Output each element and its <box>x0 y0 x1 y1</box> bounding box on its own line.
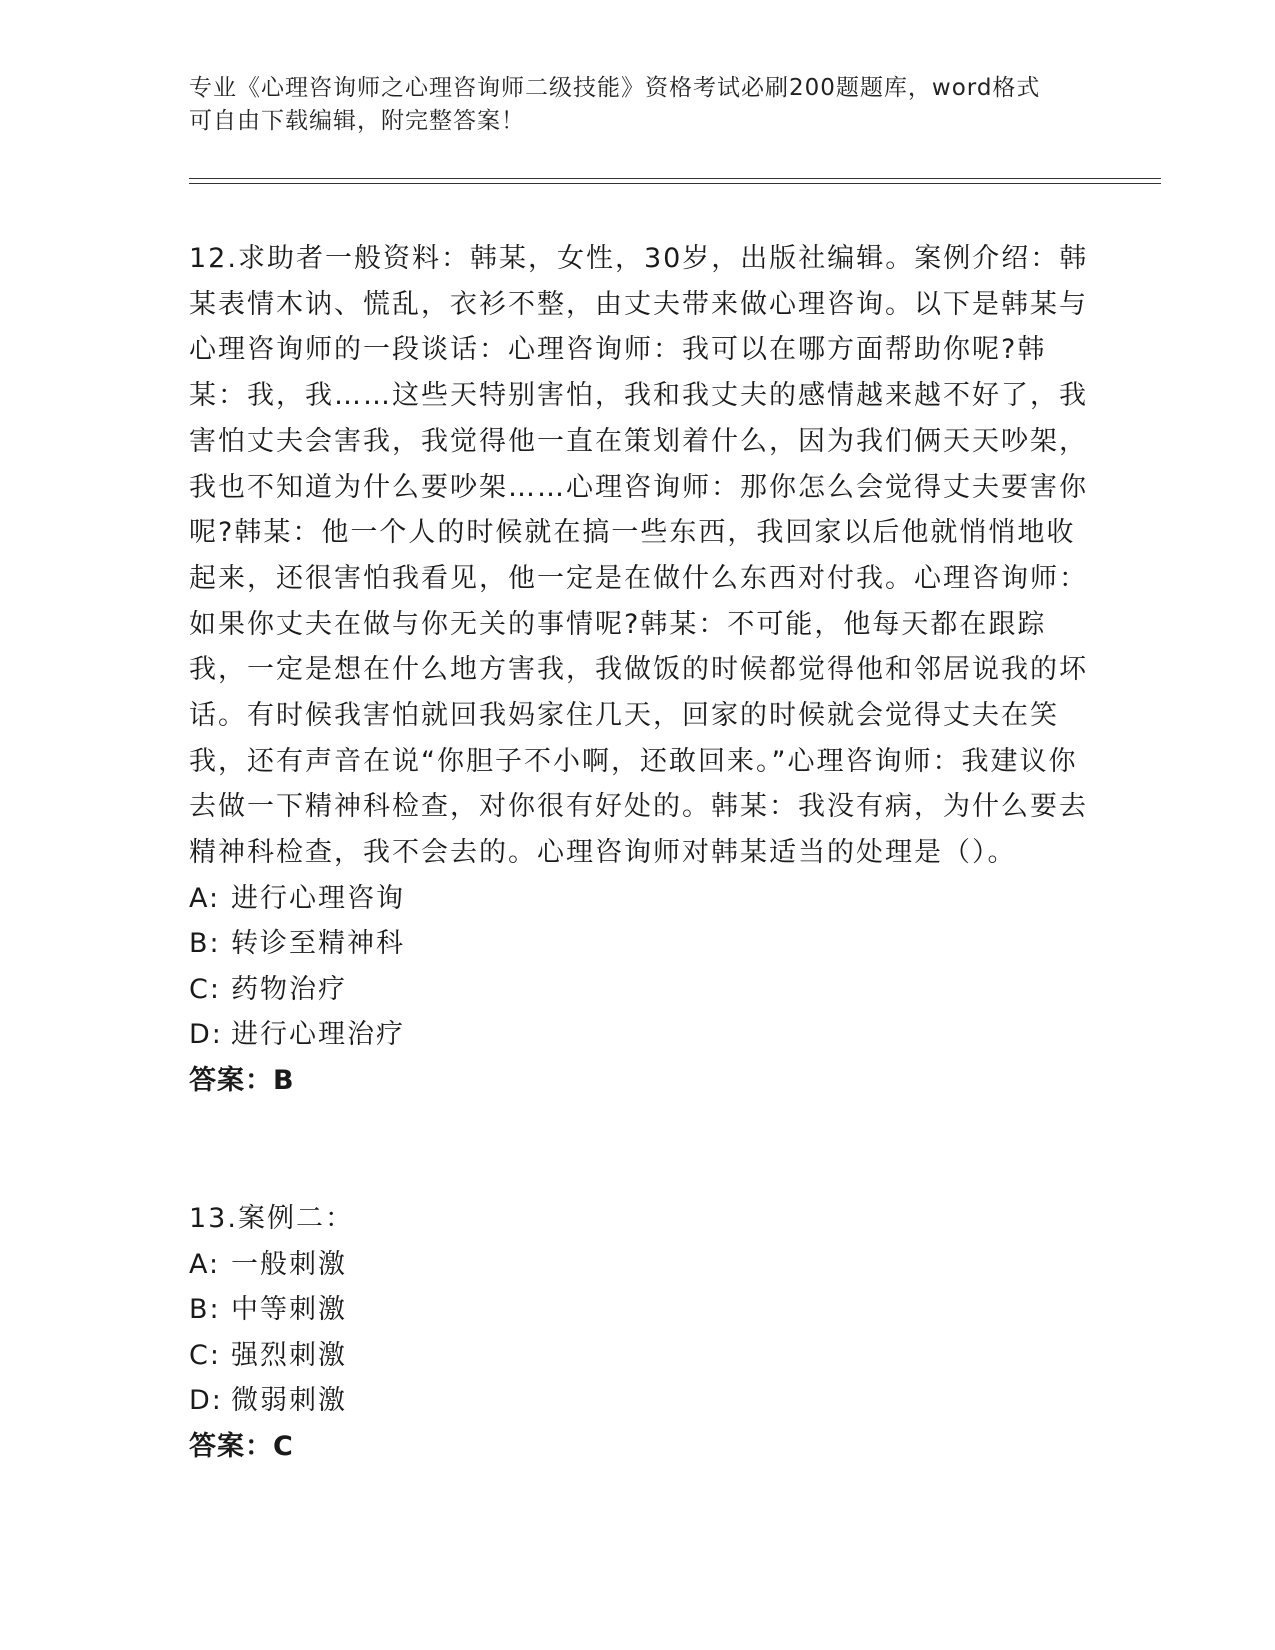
option-text: 进行心理咨询 <box>231 882 405 914</box>
question-13 <box>189 1196 1089 1469</box>
option-d <box>189 1378 1089 1424</box>
option-text: 一般刺激 <box>231 1248 347 1280</box>
option-c <box>189 967 1089 1013</box>
option-letter: C: <box>189 1339 221 1371</box>
option-letter: A: <box>189 1248 221 1280</box>
option-a <box>189 1242 1089 1288</box>
option-text: 药物治疗 <box>231 973 347 1005</box>
option-text: 强烈刺激 <box>231 1339 347 1371</box>
option-text: 中等刺激 <box>231 1294 347 1326</box>
question-12 <box>189 236 1089 1103</box>
option-d <box>189 1012 1089 1058</box>
option-text: 转诊至精神科 <box>231 928 405 960</box>
header-divider-top <box>189 178 1161 179</box>
option-text: 微弱刺激 <box>231 1385 347 1417</box>
option-letter: D: <box>189 1385 223 1417</box>
option-letter: D: <box>189 1019 223 1051</box>
header-line-2: 可自由下载编辑，附完整答案！ <box>189 108 525 134</box>
question-stem: 12.求助者一般资料：韩某，女性，30岁，出版社编辑。案例介绍：韩某表情木讷、慌乱，衣衫不整，由丈夫带来做心理咨询。以下是韩某与心理咨询师的一段谈话：心理咨询师：我可以在哪方面帮助你呢?韩某：我，我……这些天特别害怕，我和我丈夫的感情越来越不好了，我害怕丈夫会害我，我觉得他一直在策划着什么，因为我们俩天天吵架，我也不知道为什么要吵架……心理咨询师：那你怎么会觉得丈夫要害你呢?韩某：他一个人的时候就在搞一些东西，我回家以后他就悄悄地收起来，还很害怕我看见，他一定是在做什么东西对付我。心理咨询师：如果你丈夫在做与你无关的事情呢?韩某：不可能，他每天都在跟踪我，一定是想在什么地方害我，我做饭的时候都觉得他和邻居说我的坏话。有时候我害怕就回我妈家住几天，回家的时候就会觉得丈夫在笑我，还有声音在说“你胆子不小啊，还敢回来。”心理咨询师：我建议你去做一下精神科检查，对你很有好处的。韩某：我没有病，为什么要去精神科检查，我不会去的。心理咨询师对韩某适当的处理是（）。 <box>189 243 1089 869</box>
option-b <box>189 921 1089 967</box>
option-letter: A: <box>189 882 221 914</box>
question-stem: 13.案例二： <box>189 1203 354 1234</box>
header-line-1: 专业《心理咨询师之心理咨询师二级技能》资格考试必刷200题题库，word格式 <box>189 75 1041 101</box>
header-divider-bottom <box>189 183 1161 184</box>
option-letter: B: <box>189 1294 221 1326</box>
answer-line: 答案：B <box>189 1064 295 1096</box>
option-c <box>189 1333 1089 1379</box>
option-letter: C: <box>189 973 221 1005</box>
option-b <box>189 1287 1089 1333</box>
document-header <box>189 72 1069 138</box>
option-text: 进行心理治疗 <box>231 1019 405 1051</box>
option-letter: B: <box>189 928 221 960</box>
answer-line: 答案：C <box>189 1430 294 1462</box>
option-a <box>189 876 1089 922</box>
